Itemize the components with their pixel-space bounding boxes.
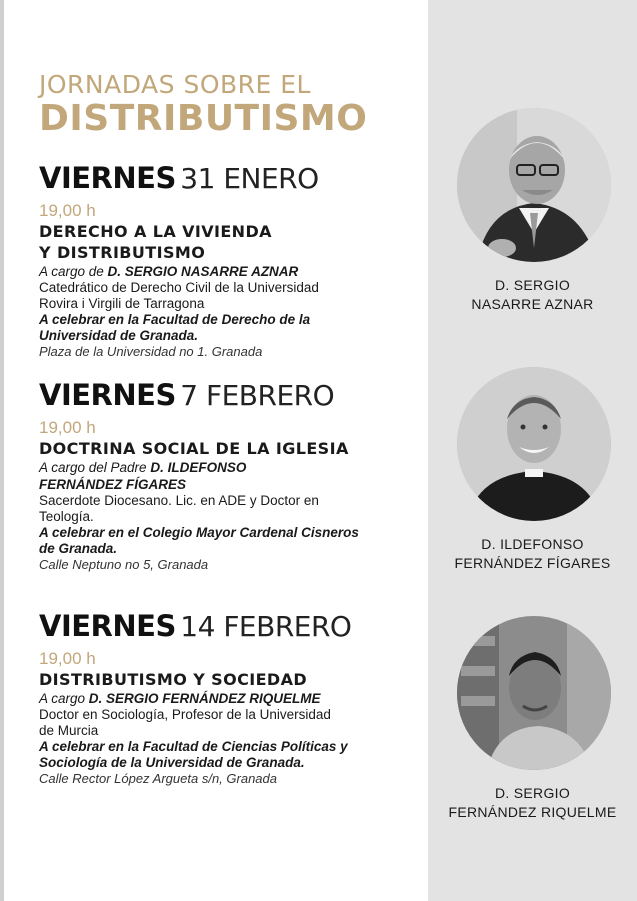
event-venue: de Granada. (39, 541, 118, 556)
speaker-name: D. SERGIO FERNÁNDEZ RIQUELME (88, 691, 321, 706)
event-venue: A celebrar en la Facultad de Ciencias Políticas y (39, 739, 348, 754)
event-topic: DISTRIBUTISMO Y SOCIEDAD (39, 670, 308, 689)
speaker-role: Teología. (39, 509, 94, 524)
speaker-name: D. ILDEFONSO (150, 460, 247, 475)
caption-line: FERNÁNDEZ RIQUELME (448, 804, 617, 820)
speaker-prefix: A cargo del Padre (39, 460, 151, 475)
event-date: 7 FEBRERO (180, 379, 335, 412)
speaker-role: Catedrático de Derecho Civil de la Universidad (39, 280, 319, 295)
event-day: VIERNES (39, 378, 176, 412)
event-time: 19,00 h (39, 649, 96, 668)
event-venue: A celebrar en la Facultad de Derecho de la (39, 312, 311, 327)
speaker-caption-3 (428, 784, 637, 822)
event-speaker (39, 459, 419, 476)
caption-line: D. ILDEFONSO (481, 536, 584, 552)
poster-title (39, 70, 367, 138)
event-speaker-cont (39, 476, 419, 493)
speaker-prefix: A cargo (39, 691, 89, 706)
speaker-name: D. SERGIO NASARRE AZNAR (107, 264, 299, 279)
event-heading (39, 161, 419, 201)
speaker-caption-2 (428, 535, 637, 573)
title-line-1: JORNADAS SOBRE EL (39, 70, 311, 99)
event-3 (39, 609, 419, 787)
event-day: VIERNES (39, 609, 176, 643)
event-time: 19,00 h (39, 201, 96, 220)
speaker-photo-3 (457, 616, 611, 770)
event-topic: DERECHO A LA VIVIENDA (39, 222, 272, 241)
event-venue: Sociología de la Universidad de Granada. (39, 755, 305, 770)
event-speaker (39, 690, 419, 707)
event-1 (39, 161, 419, 360)
speaker-name-cont: FERNÁNDEZ FÍGARES (39, 477, 187, 492)
caption-line: FERNÁNDEZ FÍGARES (454, 555, 611, 571)
event-venue: Universidad de Granada. (39, 328, 199, 343)
event-day: VIERNES (39, 161, 176, 195)
speaker-role: de Murcia (39, 723, 99, 738)
event-time: 19,00 h (39, 418, 96, 437)
speaker-prefix: A cargo de (39, 264, 108, 279)
event-speaker (39, 263, 419, 280)
page-edge (0, 0, 4, 901)
event-date: 14 FEBRERO (180, 610, 352, 643)
title-line-2: DISTRIBUTISMO (39, 98, 368, 139)
event-2 (39, 378, 419, 573)
caption-line: D. SERGIO (494, 277, 571, 293)
speaker-role: Doctor en Sociología, Profesor de la Universidad (39, 707, 331, 722)
speaker-photo-1 (457, 108, 611, 262)
speaker-role: Rovira i Virgili de Tarragona (39, 296, 205, 311)
event-address: Plaza de la Universidad no 1. Granada (39, 344, 263, 359)
speaker-role: Sacerdote Diocesano. Lic. en ADE y Doctor en (39, 493, 319, 508)
event-heading (39, 609, 419, 649)
caption-line: NASARRE AZNAR (471, 296, 594, 312)
caption-line: D. SERGIO (494, 785, 571, 801)
speaker-photo-2 (457, 367, 611, 521)
event-topic: DOCTRINA SOCIAL DE LA IGLESIA (39, 439, 349, 458)
speaker-caption-1 (428, 276, 637, 314)
event-topic: Y DISTRIBUTISMO (39, 243, 206, 262)
event-address: Calle Neptuno no 5, Granada (39, 557, 209, 572)
event-heading (39, 378, 419, 418)
event-address: Calle Rector López Argueta s/n, Granada (39, 771, 277, 786)
event-venue: A celebrar en el Colegio Mayor Cardenal Cisneros (39, 525, 359, 540)
event-date: 31 ENERO (180, 162, 319, 195)
